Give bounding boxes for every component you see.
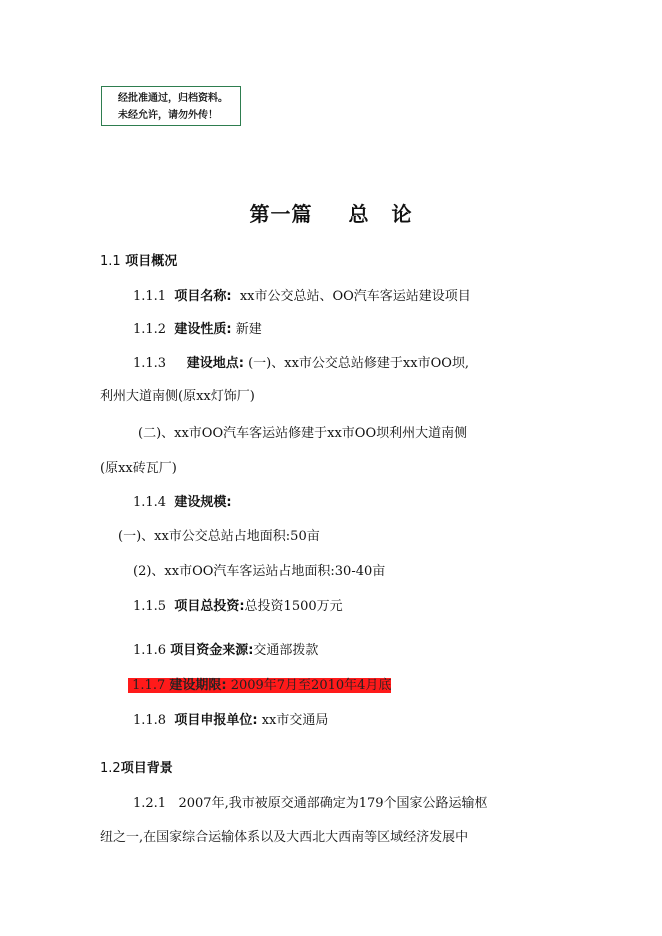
item-funding: 1.1.6 项目资金来源:交通部拨款	[133, 643, 319, 658]
item-scale-b: (2)、xx市OO汽车客运站占地面积:30-40亩	[133, 564, 386, 579]
section-heading-1-1: 1.1 项目概况	[100, 254, 178, 269]
item-scale: 1.1.4 建设规模:	[133, 495, 232, 510]
item-project-name: 1.1.1 项目名称: xx市公交总站、OO汽车客运站建设项目	[133, 289, 471, 304]
item-scale-a: (一)、xx市公交总站占地面积:50亩	[118, 529, 320, 544]
section-heading-1-2: 1.2项目背景	[100, 761, 173, 776]
chapter-title: 第一篇 总 论	[249, 202, 413, 226]
stamp-line-1: 经批准通过，归档资料。	[118, 93, 228, 104]
item-period: 1.1.7 建设期限: 2009年7月至2010年4月底	[128, 674, 391, 693]
item-location-2-cont: (原xx砖瓦厂)	[100, 461, 177, 476]
item-applicant: 1.1.8 项目申报单位: xx市交通局	[133, 713, 329, 728]
stamp-line-2: 未经允许，请勿外传！	[118, 110, 218, 121]
item-background: 1.2.1 2007年,我市被原交通部确定为179个国家公路运输枢	[133, 796, 488, 811]
item-location-cont: 利州大道南侧(原xx灯饰厂)	[100, 389, 255, 404]
approval-stamp	[101, 86, 241, 126]
item-location-2: (二)、xx市OO汽车客运站修建于xx市OO坝利州大道南侧	[138, 426, 468, 441]
item-location: 1.1.3 建设地点: (一)、xx市公交总站修建于xx市OO坝,	[133, 356, 470, 371]
item-background-cont: 纽之一,在国家综合运输体系以及大西北大西南等区域经济发展中	[100, 830, 469, 845]
item-nature: 1.1.2 建设性质: 新建	[133, 322, 262, 337]
item-investment: 1.1.5 项目总投资:总投资1500万元	[133, 599, 343, 614]
